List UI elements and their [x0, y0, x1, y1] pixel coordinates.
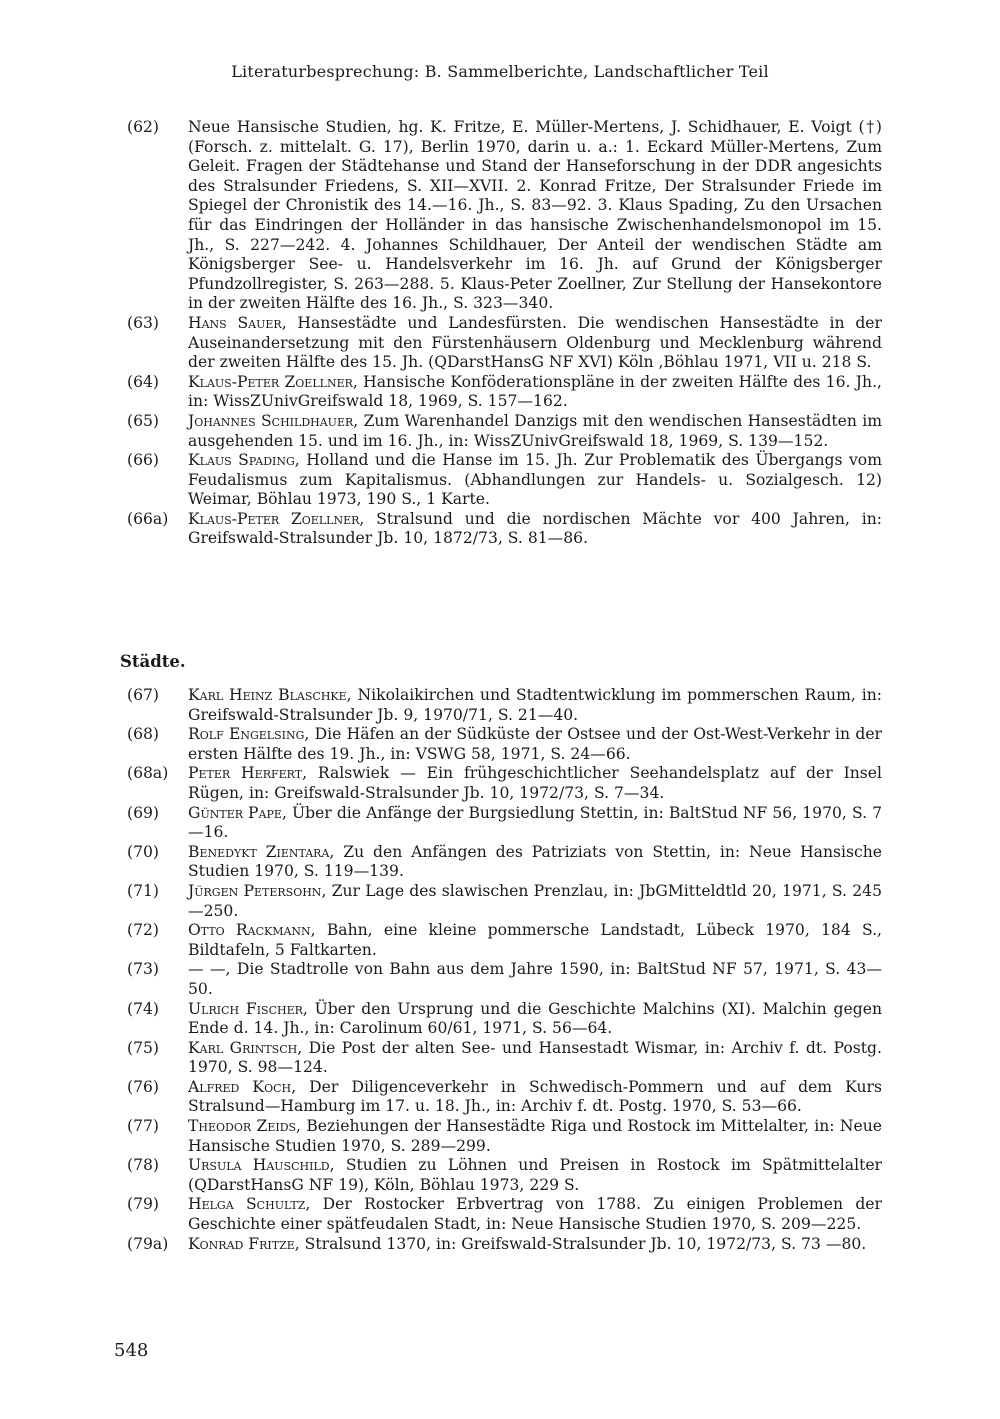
- bibliography-entry: [127, 1000, 882, 1039]
- bibliography-entry: [127, 1117, 882, 1156]
- entry-citation: , Hansische Konföderationspläne in der zweiten Hälfte des 16. Jh., in: WissZUnivGreifswald 18, 1969, S. 157—162.: [188, 372, 882, 411]
- entry-number: (76): [127, 1077, 160, 1096]
- entry-text: [188, 1078, 882, 1117]
- bibliography-entry: [127, 1235, 882, 1255]
- entry-author: Jürgen Petersohn: [188, 881, 322, 900]
- entry-number: (62): [127, 118, 160, 136]
- entry-citation: , Studien zu Löhnen und Preisen in Rostock im Spätmittelalter (QDarstHansG NF 19), Köln, Böhlau 1973, 229 S.: [188, 1156, 883, 1194]
- entry-number: (72): [127, 921, 160, 940]
- bibliography-entry: [127, 118, 882, 314]
- entry-citation: , Holland und die Hanse im 15. Jh. Zur Problematik des Übergangs vom Feudalismus zum Kapitalismus. (Abhandlungen zur Handels- u. Sozialgesch. 12) Weimar, Böhlau 1973, 190 S., 1 Karte.: [188, 451, 882, 509]
- entry-text: [188, 510, 882, 549]
- entry-number: (68): [127, 725, 160, 744]
- entry-text: [188, 921, 882, 960]
- entry-number: (75): [127, 1038, 160, 1057]
- entry-author: Helga Schultz: [188, 1195, 306, 1214]
- entry-number: (77): [127, 1117, 160, 1136]
- entry-author: Benedykt Zientara: [188, 842, 330, 861]
- entry-text: [188, 451, 882, 510]
- bibliography-entry: [127, 1078, 882, 1117]
- entry-author: Hans Sauer: [188, 313, 282, 332]
- bibliography-entry: [127, 882, 882, 921]
- entry-text: [188, 412, 882, 451]
- entry-author: Klaus-Peter Zoellner: [188, 372, 353, 391]
- bibliography-entry: [127, 921, 882, 960]
- entry-number: (63): [127, 313, 160, 332]
- entry-citation: , Stralsund 1370, in: Greifswald-Stralsunder Jb. 10, 1972/73, S. 73 —80.: [294, 1234, 867, 1253]
- entry-author: Klaus Spading: [188, 451, 295, 470]
- entry-number: (70): [127, 842, 160, 861]
- entry-author: Ulrich Fischer: [188, 999, 303, 1018]
- entry-author: Günter Pape: [188, 803, 282, 822]
- entry-author: Rolf Engelsing: [188, 725, 305, 744]
- entry-number: (66a): [127, 509, 169, 528]
- entry-author: Peter Herfert: [188, 764, 303, 783]
- section-heading: Städte.: [120, 652, 186, 671]
- entry-number: (64): [127, 372, 160, 391]
- bibliography-entry: [127, 451, 882, 510]
- entry-citation: , Ralswiek — Ein frühgeschichtlicher Seehandelsplatz auf der Insel Rügen, in: Greifswald-Stralsunder Jb. 10, 1972/73, S. 7—34.: [188, 764, 882, 802]
- bibliography-list-staedte: [127, 686, 882, 1254]
- entry-citation: , Die Post der alten See- und Hansestadt Wismar, in: Archiv f. dt. Postg. 1970, S. 98—124.: [188, 1038, 882, 1077]
- entry-author: Konrad Fritze: [188, 1234, 295, 1253]
- bibliography-entry: [127, 764, 882, 803]
- entry-citation: , Der Rostocker Erbvertrag von 1788. Zu einigen Problemen der Geschichte einer spätfeudalen Stadt, in: Neue Hansische Studien 1970, S. 209—225.: [188, 1195, 882, 1234]
- entry-number: (66): [127, 451, 160, 470]
- entry-text: [188, 686, 882, 725]
- entry-text: [188, 1156, 882, 1195]
- entry-text: [188, 1117, 882, 1156]
- entry-citation: , Zu den Anfängen des Patriziats von Stettin, in: Neue Hansische Studien 1970, S. 119—139.: [188, 842, 883, 881]
- entry-citation: , Der Diligenceverkehr in Schwedisch-Pommern und auf dem Kurs Stralsund—Hamburg im 17. u. 18. Jh., in: Archiv f. dt. Postg. 1970, S. 53—66.: [188, 1077, 882, 1116]
- entry-citation: Neue Hansische Studien, hg. K. Fritze, E. Müller-Mertens, J. Schidhauer, E. Voigt (†) (Forsch. z. mittelalt. G. 17), Berlin 1970, darin u. a.: 1. Eckard Müller-Mertens, Zum Geleit. Fragen der Städtehanse und Stand der Hanseforschung in der DDR angesichts des Stralsunder Friedens, S. XII—XVII. 2. Konrad Fritze, Der Stralsunder Friede im Spiegel der Chronistik des 14.—16. Jh., S. 83—92. 3. Klaus Spading, Zu den Ursachen für das Eindringen der Holländer in das hansische Zwischenhandelsmonopol im 15. Jh., S. 227—242. 4. Johannes Schildhauer, Der Anteil der wendischen Städte am Königsberger See- u. Handelsverkehr im 16. Jh. auf Grund der Königsberger Pfundzollregister, S. 263—288. 5. Klaus-Peter Zoellner, Zur Stellung der Hansekontore in der zweiten Hälfte des 16. Jh., S. 323—340.: [188, 118, 882, 313]
- entry-number: (78): [127, 1156, 160, 1175]
- entry-text: [188, 764, 882, 803]
- entry-number: (68a): [127, 764, 169, 783]
- bibliography-entry: [127, 686, 882, 725]
- entry-citation: — —, Die Stadtrolle von Bahn aus dem Jahre 1590, in: BaltStud NF 57, 1971, S. 43—50.: [188, 960, 882, 998]
- entry-text: [188, 804, 882, 843]
- bibliography-entry: [127, 725, 882, 764]
- entry-citation: , Bahn, eine kleine pommersche Landstadt, Lübeck 1970, 184 S., Bildtafeln, 5 Faltkarten.: [188, 921, 882, 959]
- entry-number: (71): [127, 881, 160, 900]
- entry-text: [188, 960, 882, 999]
- entry-text: [188, 1195, 882, 1234]
- entry-text: [188, 1000, 882, 1039]
- bibliography-list-hanse: [127, 118, 882, 549]
- bibliography-entry: [127, 804, 882, 843]
- bibliography-entry: [127, 412, 882, 451]
- entry-citation: , Zur Lage des slawischen Prenzlau, in: JbGMitteldtld 20, 1971, S. 245—250.: [188, 881, 882, 920]
- entry-citation: , Beziehungen der Hansestädte Riga und Rostock im Mittelalter, in: Neue Hansische Studien 1970, S. 289—299.: [188, 1117, 882, 1155]
- entry-text: [188, 314, 882, 373]
- entry-number: (79): [127, 1195, 160, 1214]
- entry-text: [188, 882, 882, 921]
- entry-text: [188, 1235, 882, 1255]
- entry-number: (69): [127, 803, 160, 822]
- entry-text: [188, 373, 882, 412]
- bibliography-entry: [127, 314, 882, 373]
- entry-citation: , Zum Warenhandel Danzigs mit den wendischen Hansestädten im ausgehenden 15. und im 16. Jh., in: WissZUnivGreifswald 18, 1969, S. 139—152.: [188, 411, 883, 450]
- bibliography-entry: [127, 373, 882, 412]
- bibliography-entry: [127, 843, 882, 882]
- bibliography-entry: [127, 1039, 882, 1078]
- bibliography-entry: [127, 1195, 882, 1234]
- entry-text: [188, 725, 882, 764]
- entry-text: [188, 118, 882, 314]
- entry-text: [188, 843, 882, 882]
- page-number: 548: [114, 1340, 149, 1361]
- entry-citation: , Über die Anfänge der Burgsiedlung Stettin, in: BaltStud NF 56, 1970, S. 7—16.: [188, 803, 883, 842]
- entry-citation: , Die Häfen an der Südküste der Ostsee und der Ost-West-Verkehr in der ersten Hälfte des 19. Jh., in: VSWG 58, 1971, S. 24—66.: [188, 725, 882, 763]
- entry-author: Klaus-Peter Zoellner: [188, 509, 360, 528]
- entry-author: Karl Grintsch: [188, 1038, 298, 1057]
- entry-citation: , Über den Ursprung und die Geschichte Malchins (XI). Malchin gegen Ende d. 14. Jh., in: Carolinum 60/61, 1971, S. 56—64.: [188, 999, 882, 1038]
- entry-number: (73): [127, 960, 160, 979]
- entry-number: (79a): [127, 1234, 169, 1253]
- entry-citation: , Hansestädte und Landesfürsten. Die wendischen Hansestädte in der Auseinandersetzung mit den Fürstenhäusern Oldenburg und Mecklenburg während der zweiten Hälfte des 15. Jh. (QDarstHansG NF XVI) Köln ,Böhlau 1971, VII u. 218 S.: [188, 313, 882, 372]
- entry-author: Alfred Koch: [188, 1077, 292, 1096]
- entry-author: Otto Rackmann: [188, 921, 311, 940]
- entry-author: Johannes Schildhauer: [188, 411, 354, 430]
- entry-citation: , Nikolaikirchen und Stadtentwicklung im pommerschen Raum, in: Greifswald-Stralsunder Jb. 9, 1970/71, S. 21—40.: [188, 686, 882, 724]
- entry-author: Ursula Hauschild: [188, 1156, 330, 1175]
- entry-number: (65): [127, 411, 160, 430]
- entry-author: Theodor Zeids: [188, 1117, 297, 1136]
- bibliography-entry: [127, 960, 882, 999]
- running-header: Literaturbesprechung: B. Sammelberichte, Landschaftlicher Teil: [231, 62, 769, 81]
- entry-citation: , Stralsund und die nordischen Mächte vor 400 Jahren, in: Greifswald-Stralsunder Jb. 10, 1872/73, S. 81—86.: [188, 509, 883, 548]
- bibliography-entry: [127, 510, 882, 549]
- entry-number: (74): [127, 999, 160, 1018]
- bibliography-entry: [127, 1156, 882, 1195]
- entry-text: [188, 1039, 882, 1078]
- entry-number: (67): [127, 686, 160, 704]
- entry-author: Karl Heinz Blaschke: [188, 686, 347, 704]
